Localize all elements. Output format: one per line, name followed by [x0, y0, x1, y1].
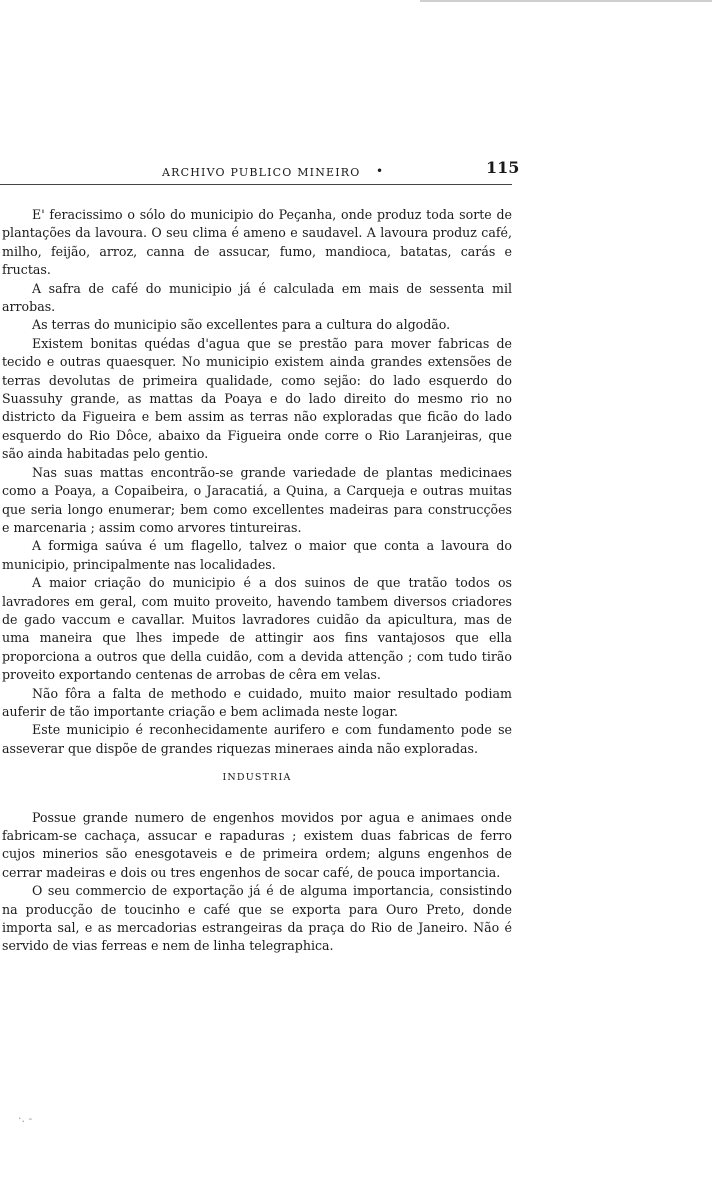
header-rule: [0, 184, 512, 185]
page-header: [0, 156, 712, 186]
paragraph: A safra de café do municipio já é calculada em mais de sessenta mil arrobas.: [2, 280, 512, 315]
paragraph: E' feracissimo o sólo do municipio do Peçanha, onde produz toda sorte de plantações da lavoura. O seu clima é ameno e saudavel. A lavoura produz café, milho, feijão, arroz, canna de assucar, fumo, mandioca, batatas, carás e fructas.: [2, 207, 512, 278]
paragraph: Nas suas mattas encontrão-se grande variedade de plantas medicinaes como a Poaya, a Copaibeira, o Jaracatiá, a Quina, a Carqueja e outras muitas que seria longo enumerar; bem como excellentes madeiras para construcções e marcenaria ; assim como arvores tintureiras.: [2, 464, 512, 535]
running-title: ARCHIVO PUBLICO MINEIRO: [162, 166, 361, 179]
stray-mark: ·. -: [18, 1112, 33, 1125]
paragraph: A maior criação do municipio é a dos suinos de que tratão todos os lavradores em geral, com muito proveito, havendo tambem diversos criadores de gado vaccum e cavallar. Muitos lavradores cuidão da apicultura, mas de uma maneira que lhes impede de attingir aos fins vantajosos que ella proporciona a outros que della cuidão, com a devida attenção ; com tudo tirão proveito exportando centenas de arrobas de cêra em velas.: [2, 575, 512, 683]
section-heading: INDUSTRIA: [222, 772, 292, 784]
paragraph: Existem bonitas quédas d'agua que se prestão para mover fabricas de tecido e outras quaesquer. No municipio existem ainda grandes extensões de terras devolutas de primeira qualidade, como sejão: do lado esquerdo do Suassuhy grande, as mattas da Poaya e do lado direito do mesmo rio no districto da Figueira e bem assim as terras não exploradas que ficão do lado esquerdo do Rio Dôce, abaixo da Figueira onde corre o Rio Laranjeiras, que são ainda habitadas pelo gentio.: [2, 335, 512, 462]
header-bullet: •: [376, 164, 384, 178]
paragraph: Possue grande numero de engenhos movidos por agua e animaes onde fabricam-se cachaça, assucar e rapaduras ; existem duas fabricas de ferro cujos minerios são enesgotaveis e de primeira ordem; alguns engenhos de cerrar madeiras e dois ou tres engenhos de socar café, de pouca importancia.: [2, 809, 512, 880]
page-number: 115: [486, 158, 520, 177]
body-text: [2, 206, 512, 956]
paragraph: Não fôra a falta de methodo e cuidado, muito maior resultado podiam auferir de tão importante criação e bem aclimada neste logar.: [2, 685, 512, 719]
paragraph: Este municipio é reconhecidamente aurifero e com fundamento pode se asseverar que dispõe de grandes riquezas mineraes ainda não exploradas.: [2, 722, 512, 756]
paragraph: As terras do municipio são excellentes para a cultura do algodão.: [32, 317, 451, 333]
scan-edge-line: [420, 0, 712, 2]
paragraph: A formiga saúva é um flagello, talvez o maior que conta a lavoura do municipio, principalmente nas localidades.: [2, 538, 512, 572]
paragraph: O seu commercio de exportação já é de alguma importancia, consistindo na producção de toucinho e café que se exporta para Ouro Preto, donde importa sal, e as mercadorias estrangeiras da praça do Rio de Janeiro. Não é servido de vias ferreas e nem de linha telegraphica.: [2, 883, 512, 954]
